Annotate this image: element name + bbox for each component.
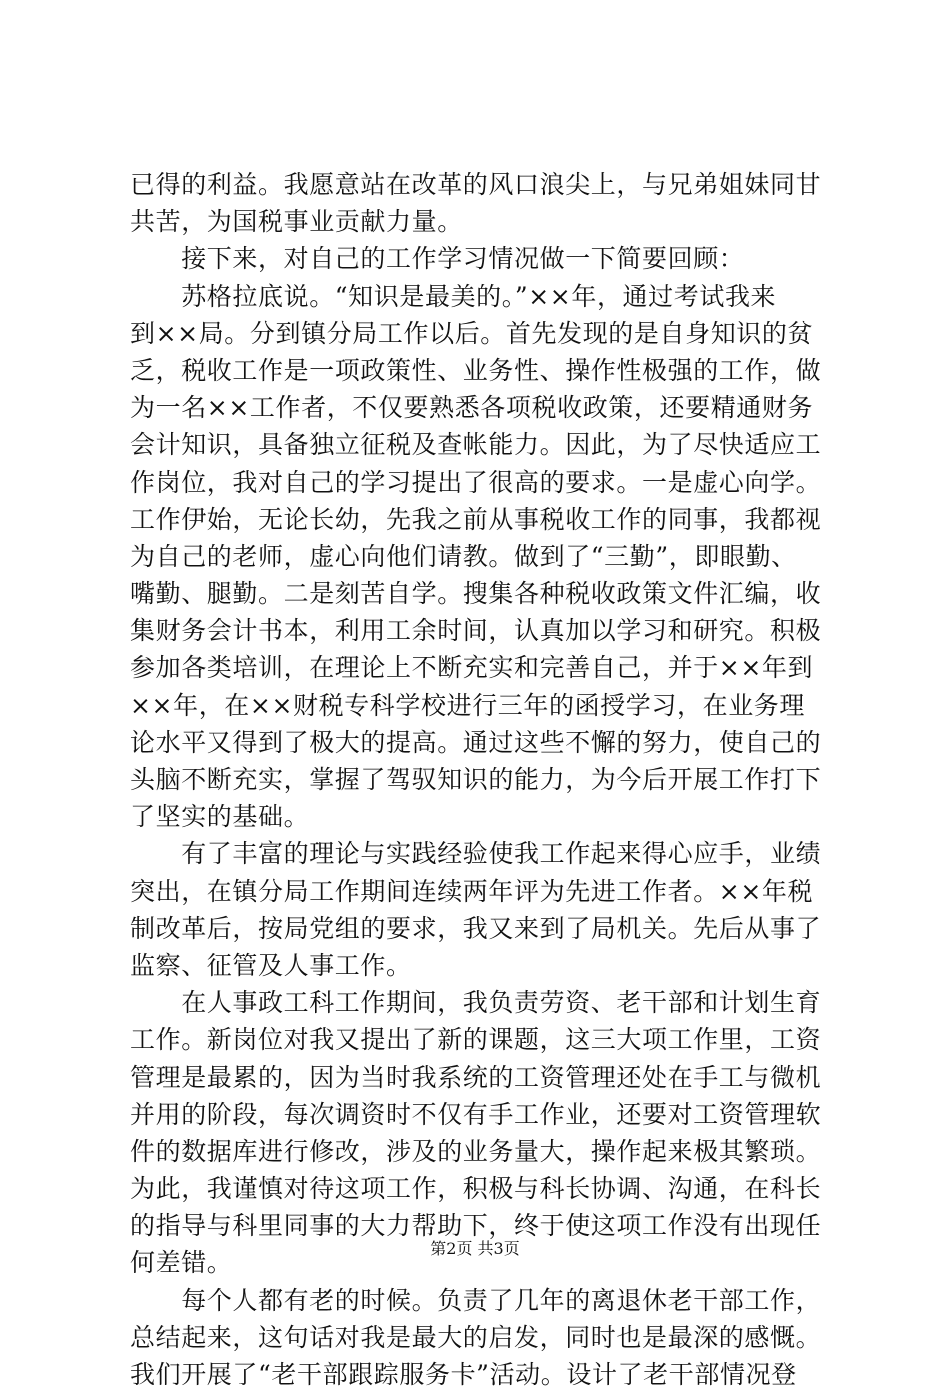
- text-line: 何差错。: [130, 1248, 233, 1278]
- text-line: 参加各类培训，在理论上不断充实和完善自己，并于××年到: [130, 653, 814, 683]
- text-line: 苏格拉底说。“知识是最美的。”××年，通过考试我来: [130, 281, 777, 311]
- text-line: 并用的阶段，每次调资时不仅有手工作业，还要对工资管理软: [130, 1099, 822, 1129]
- text-line: 乏，税收工作是一项政策性、业务性、操作性极强的工作，做: [130, 355, 822, 385]
- text-line: 作岗位，我对自己的学习提出了很高的要求。一是虚心向学。: [130, 467, 822, 497]
- text-line: 管理是最累的，因为当时我系统的工资管理还处在手工与微机: [130, 1062, 822, 1092]
- text-line: ××年，在××财税专科学校进行三年的函授学习，在业务理: [130, 690, 805, 720]
- text-line: 接下来，对自己的工作学习情况做一下简要回顾：: [130, 244, 745, 274]
- text-line: 在人事政工科工作期间，我负责劳资、老干部和计划生育: [130, 988, 822, 1018]
- page-footer: [0, 1238, 950, 1260]
- text-line: 会计知识，具备独立征税及查帐能力。因此，为了尽快适应工: [130, 430, 822, 460]
- text-line: 每个人都有老的时候。负责了几年的离退休老干部工作，: [130, 1285, 822, 1315]
- text-line: 为此，我谨慎对待这项工作，积极与科长协调、沟通，在科长: [130, 1174, 822, 1204]
- text-line: 突出，在镇分局工作期间连续两年评为先进工作者。××年税: [130, 876, 814, 906]
- text-line: 为一名××工作者，不仅要熟悉各项税收政策，还要精通财务: [130, 393, 814, 423]
- text-line: 总结起来，这句话对我是最大的启发，同时也是最深的感慨。: [130, 1322, 822, 1352]
- text-line: 共苦，为国税事业贡献力量。: [130, 207, 463, 237]
- text-line: 头脑不断充实，掌握了驾驭知识的能力，为今后开展工作打下: [130, 765, 822, 794]
- document-body: [130, 166, 830, 1393]
- text-line: 论水平又得到了极大的提高。通过这些不懈的努力，使自己的: [130, 727, 822, 757]
- text-line: 到××局。分到镇分局工作以后。首先发现的是自身知识的贫: [130, 318, 814, 348]
- text-line: 件的数据库进行修改，涉及的业务量大，操作起来极其繁琐。: [130, 1136, 822, 1166]
- text-line: 工作伊始，无论长幼，先我之前从事税收工作的同事，我都视: [130, 504, 822, 534]
- text-line: 了坚实的基础。: [130, 802, 310, 832]
- text-line: 工作。新岗位对我又提出了新的课题，这三大项工作里，工资: [130, 1025, 822, 1055]
- text-line: 的指导与科里同事的大力帮助下，终于使这项工作没有出现任: [130, 1211, 822, 1241]
- page-number-label: 第2页 共3页: [430, 1239, 520, 1258]
- text-line: 监察、征管及人事工作。: [130, 950, 412, 980]
- text-line: 我们开展了“老干部跟踪服务卡”活动。设计了老干部情况登: [130, 1360, 797, 1389]
- text-line: 制改革后，按局党组的要求，我又来到了局机关。先后从事了: [130, 913, 822, 943]
- text-line: 集财务会计书本，利用工余时间，认真加以学习和研究。积极: [130, 616, 822, 646]
- text-line: 已得的利益。我愿意站在改革的风口浪尖上，与兄弟姐妹同甘: [130, 170, 822, 199]
- text-line: 有了丰富的理论与实践经验使我工作起来得心应手，业绩: [130, 839, 822, 869]
- text-line: 嘴勤、腿勤。二是刻苦自学。搜集各种税收政策文件汇编，收: [130, 579, 822, 609]
- text-line: 为自己的老师，虚心向他们请教。做到了“三勤”，即眼勤、: [130, 541, 797, 571]
